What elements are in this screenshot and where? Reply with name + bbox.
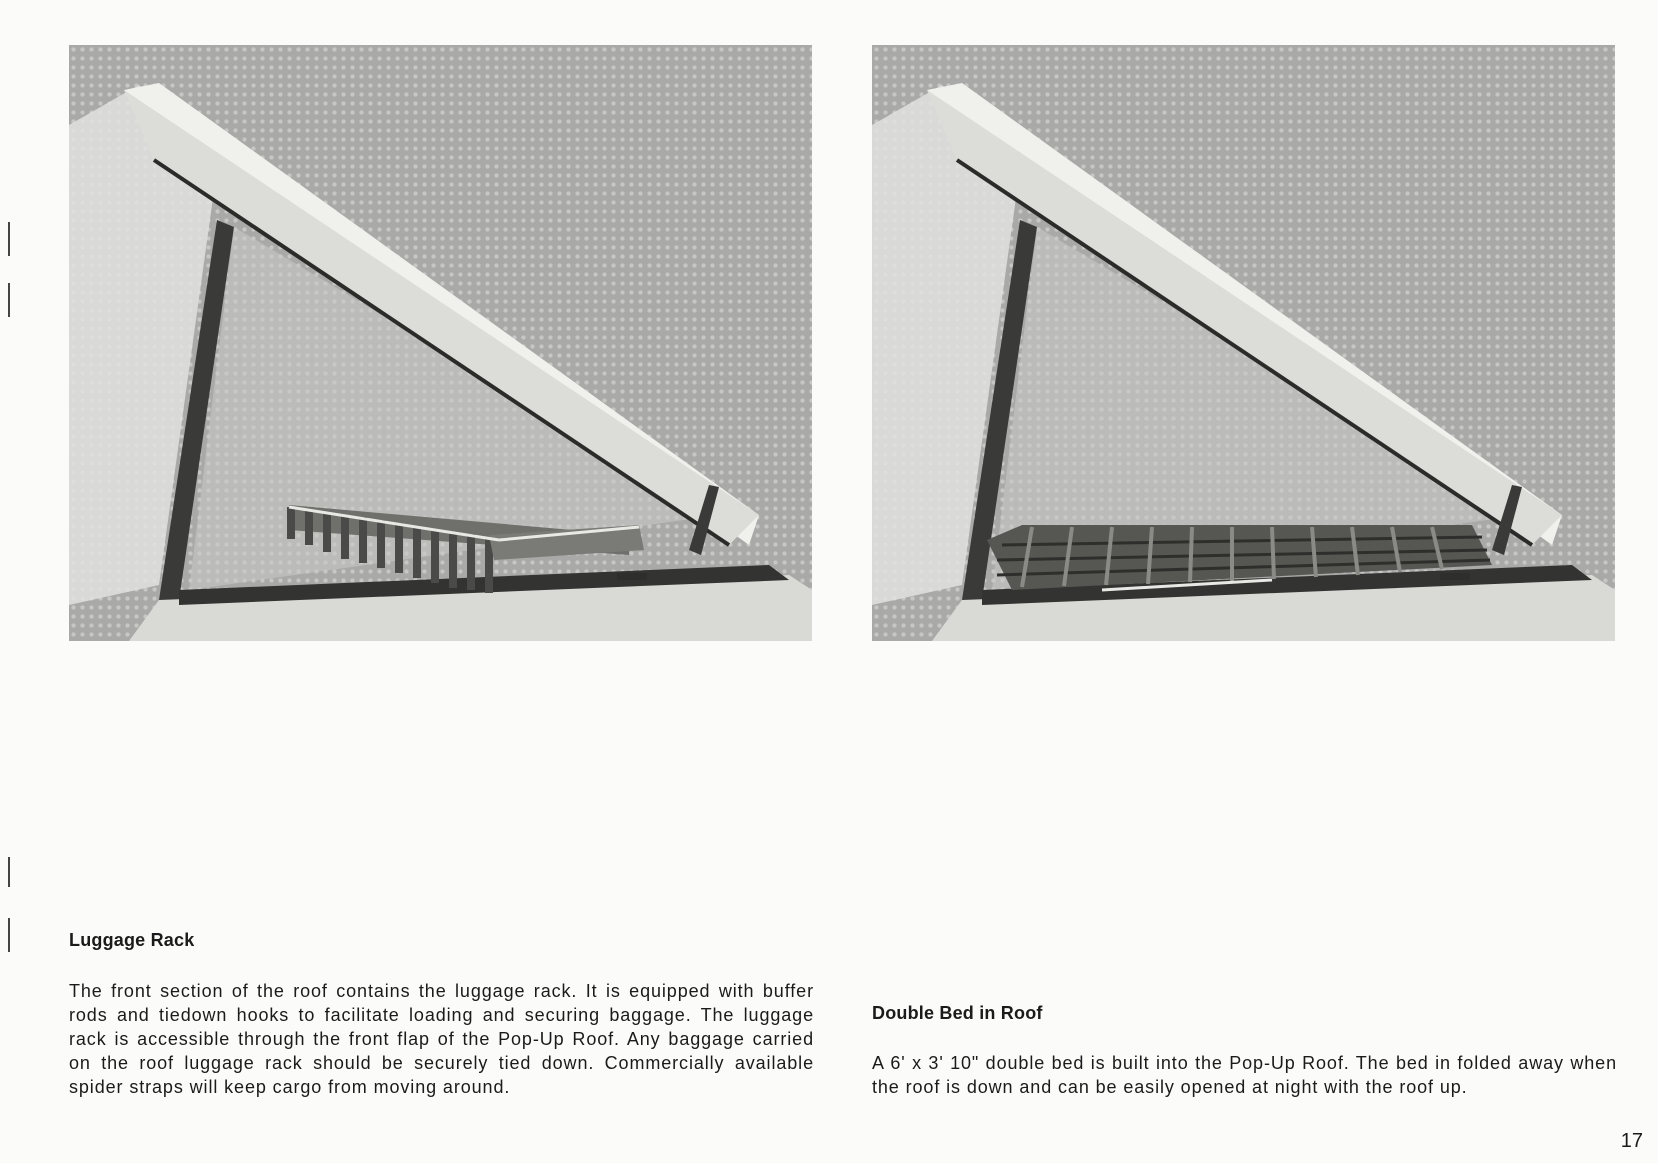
luggage-rack-heading: Luggage Rack: [69, 930, 195, 950]
binder-mark: [8, 222, 10, 256]
binder-mark: [8, 283, 10, 317]
page-number: 17: [1620, 1130, 1643, 1152]
binder-mark: [8, 918, 10, 952]
double-bed-photo: [872, 45, 1615, 641]
double-bed-heading: Double Bed in Roof: [872, 1003, 1043, 1023]
binder-mark: [8, 857, 10, 887]
double-bed-description: A 6' x 3' 10" double bed is built into the Pop-Up Roof. The bed in folded away when the roof is down and can be easily opened at night with the roof up.: [872, 1053, 1617, 1097]
luggage-rack-photo: [69, 45, 812, 641]
luggage-rack-description: The front section of the roof contains the luggage rack. It is equipped with buffer rods and tiedown hooks to facilitate loading and securing baggage. The luggage rack is accessible through the front flap of the Pop-Up Roof. Any baggage carried on the roof luggage rack should be securely tied down. Commercially available spider straps will keep cargo from moving around.: [69, 981, 814, 1097]
